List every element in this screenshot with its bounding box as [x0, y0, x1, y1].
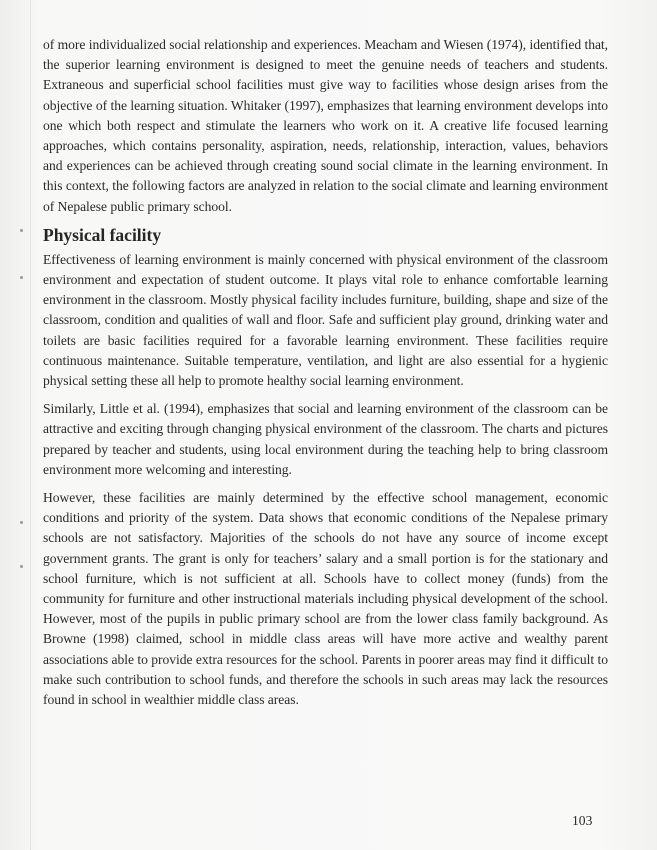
- body-paragraph: Similarly, Little et al. (1994), emphasizes that social and learning environment of the classroom can be attractive and exciting through changing physical environment of the classroom. The charts and pictures prepared by teacher and students, using local environment during the teaching help to bring classroom environment more welcoming and interesting.: [43, 401, 608, 477]
- page-number: 103: [572, 813, 593, 828]
- body-paragraph: Effectiveness of learning environment is mainly concerned with physical environment of the classroom environment and expectation of student outcome. It plays vital role to enhance comfortable learning environment in the classroom. Mostly physical facility includes furniture, building, shape and size of the classroom, condition and qualities of wall and floor. Safe and sufficient play ground, drinking water and toilets are basic facilities required for a favorable learning environment. These facilities require continuous maintenance. Suitable temperature, ventilation, and light are also essential for a hygienic physical setting these all help to promote healthy social learning environment.: [43, 251, 608, 389]
- section-heading: Physical facility: [43, 224, 162, 245]
- intro-paragraph: of more individualized social relationship and experiences. Meacham and Wiesen (1974), identified that, the superior learning environment is designed to meet the genuine needs of teachers and students. Extraneous and superficial school facilities must give way to facilities whose design arises from the objective of the learning situation. Whitaker (1997), emphasizes that learning environment develops into one which both respect and stimulate the learners who work on it. A creative life focused learning approaches, which contains personality, aspiration, needs, relationship, interaction, values, behaviors and experiences can be achieved through creating sound social climate in the learning environment. In this context, the following factors are analyzed in relation to the social climate and learning environment of Nepalese public primary school.: [43, 37, 608, 214]
- scan-speck: [20, 229, 23, 232]
- scan-speck: [20, 276, 23, 279]
- scan-speck: [20, 565, 23, 568]
- scan-speck: [20, 521, 23, 524]
- page-content: [43, 35, 608, 710]
- body-paragraph: However, these facilities are mainly determined by the effective school management, economic conditions and priority of the system. Data shows that economic conditions of the Nepalese primary schools are not satisfactory. Majorities of the schools do not have any source of income except government grants. The grant is only for teachers’ salary and a small portion is for the stationary and school furniture, which is not sufficient at all. Schools have to collect money (funds) from the community for furniture and other instructional materials including physical development of the school. However, most of the pupils in public primary school are from the lower class family background. As Browne (1998) claimed, school in middle class areas will have more active and wealthy parent associations able to provide extra resources for the school. Parents in poorer areas may find it difficult to make such contribution to school funds, and therefore the schools in such areas may lack the resources found in school in wealthier middle class areas.: [43, 490, 608, 708]
- scan-edge-line: [30, 0, 31, 850]
- section-physical-facility: [43, 224, 608, 710]
